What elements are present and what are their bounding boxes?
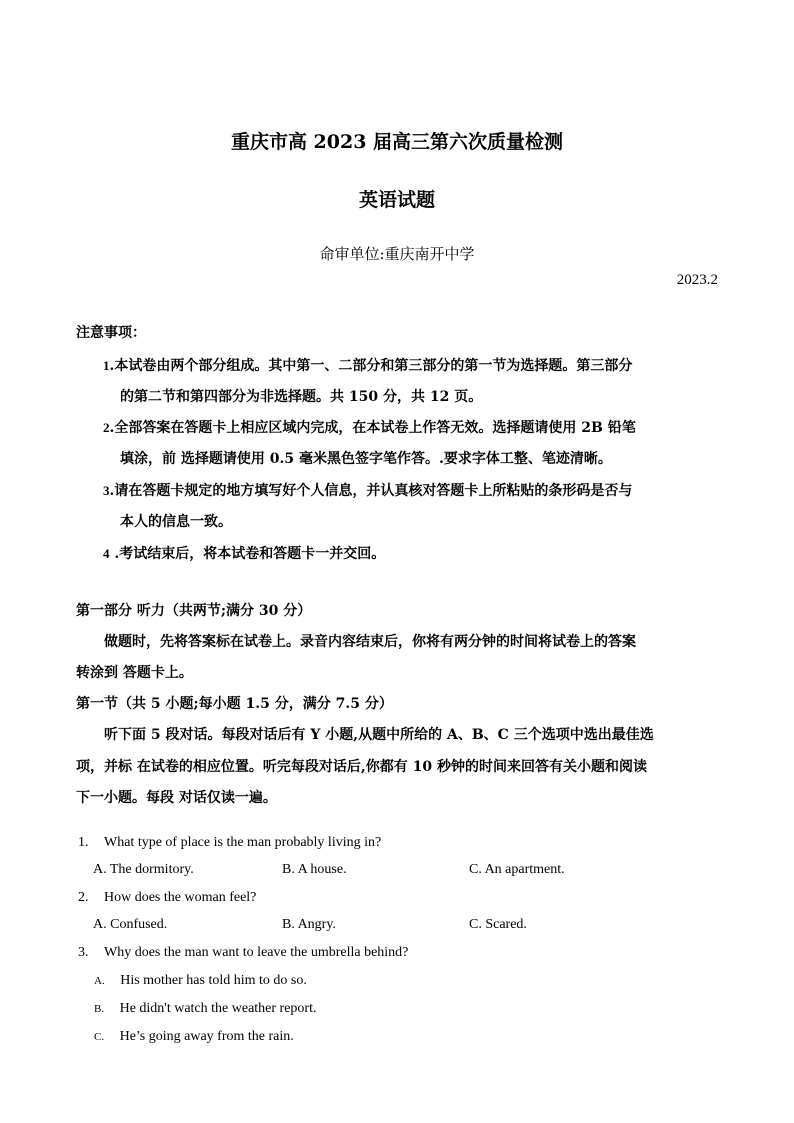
question-1-text: What type of place is the man probably living in? <box>104 835 382 850</box>
part1-intro-line1: 做题时，先将答案标在试卷上。录音内容结束后，你将有两分钟的时间将试卷上的答案 <box>104 634 636 650</box>
note-4-line1: .考试结束后，将本试卷和答题卡一并交回。 <box>109 546 386 562</box>
question-3-option-a-text: His mother has told him to do so. <box>120 973 307 988</box>
note-2-line2: 填涂，前 选择题请使用 0.5 毫米黑色签字笔作答。.要求字体工整、笔迹清晰。 <box>120 451 612 467</box>
exam-subtitle: 英语试题 <box>358 189 435 211</box>
note-3-number: 3 <box>103 483 110 498</box>
question-3-option-c-letter: C. <box>94 1031 105 1043</box>
question-2-option-b: B. Angry. <box>282 917 336 932</box>
note-1-line1: .本试卷由两个部分组成。其中第一、二部分和第三部分的第一节为选择题。第三部分 <box>109 358 633 374</box>
section1-heading: 第一节（共 5 小题;每小题 1.5 分，满分 7.5 分） <box>76 696 393 712</box>
question-3-option-b-text: He didn't watch the weather report. <box>119 1001 317 1016</box>
question-1-option-a: A. The dormitory. <box>93 862 194 877</box>
question-2-number: 2. <box>78 890 89 905</box>
note-2-number: 2 <box>103 420 110 435</box>
note-3 <box>103 480 632 500</box>
question-3 <box>78 945 408 961</box>
notes-heading: 注意事项： <box>76 325 146 341</box>
question-2-option-a: A. Confused. <box>93 917 168 932</box>
note-2 <box>103 417 636 437</box>
question-2-text: How does the woman feel? <box>104 890 257 905</box>
question-1-number: 1. <box>78 835 89 850</box>
exam-title: 重庆市高 2023 届高三第六次质量检测 <box>230 131 564 153</box>
exam-date: 2023.2 <box>676 272 718 288</box>
part1-intro-line2: 转涂到 答题卡上。 <box>76 665 193 681</box>
note-2-line1: .全部答案在答题卡上相应区域内完成，在本试卷上作答无效。选择题请使用 2B 铅笔 <box>109 420 636 436</box>
section1-line1: 听下面 5 段对话。每段对话后有 Y 小题,从题中所给的 A、B、C 三个选项中选出最佳选 <box>104 727 654 743</box>
issuing-unit: 命审单位:重庆南开中学 <box>319 245 475 263</box>
question-3-option-c-text: He’s going away from the rain. <box>119 1029 294 1044</box>
part1-heading: 第一部分 听力（共两节;满分 30 分） <box>76 603 312 619</box>
note-3-line2: 本人的信息一致。 <box>120 514 232 530</box>
question-3-option-b <box>94 1001 316 1017</box>
note-1-number: 1 <box>103 358 110 373</box>
question-3-option-a-letter: A. <box>94 975 105 987</box>
question-1-option-b: B. A house. <box>282 862 347 877</box>
question-3-text: Why does the man want to leave the umbrella behind? <box>104 945 409 960</box>
question-1-option-c: C. An apartment. <box>469 862 565 877</box>
question-3-number: 3. <box>78 945 89 960</box>
note-3-line1: .请在答题卡规定的地方填写好个人信息，并认真核对答题卡上所粘贴的条形码是否与 <box>109 483 633 499</box>
note-1-line2: 的第二节和第四部分为非选择题。共 150 分，共 12 页。 <box>120 389 483 405</box>
question-3-option-a <box>94 973 307 989</box>
note-4-number: 4 <box>103 546 110 561</box>
question-2-option-c: C. Scared. <box>469 917 527 932</box>
question-1 <box>78 835 381 851</box>
section1-line3: 下一小题。每段 对话仅读一遍。 <box>76 790 277 806</box>
note-4 <box>103 543 385 563</box>
question-2 <box>78 890 256 906</box>
section1-line2: 项，并标 在试卷的相应位置。听完每段对话后,你都有 10 秒钟的时间来回答有关小题和阅读 <box>76 759 647 775</box>
question-3-option-c <box>94 1029 294 1045</box>
note-1 <box>103 355 632 375</box>
question-3-option-b-letter: B. <box>94 1003 105 1015</box>
